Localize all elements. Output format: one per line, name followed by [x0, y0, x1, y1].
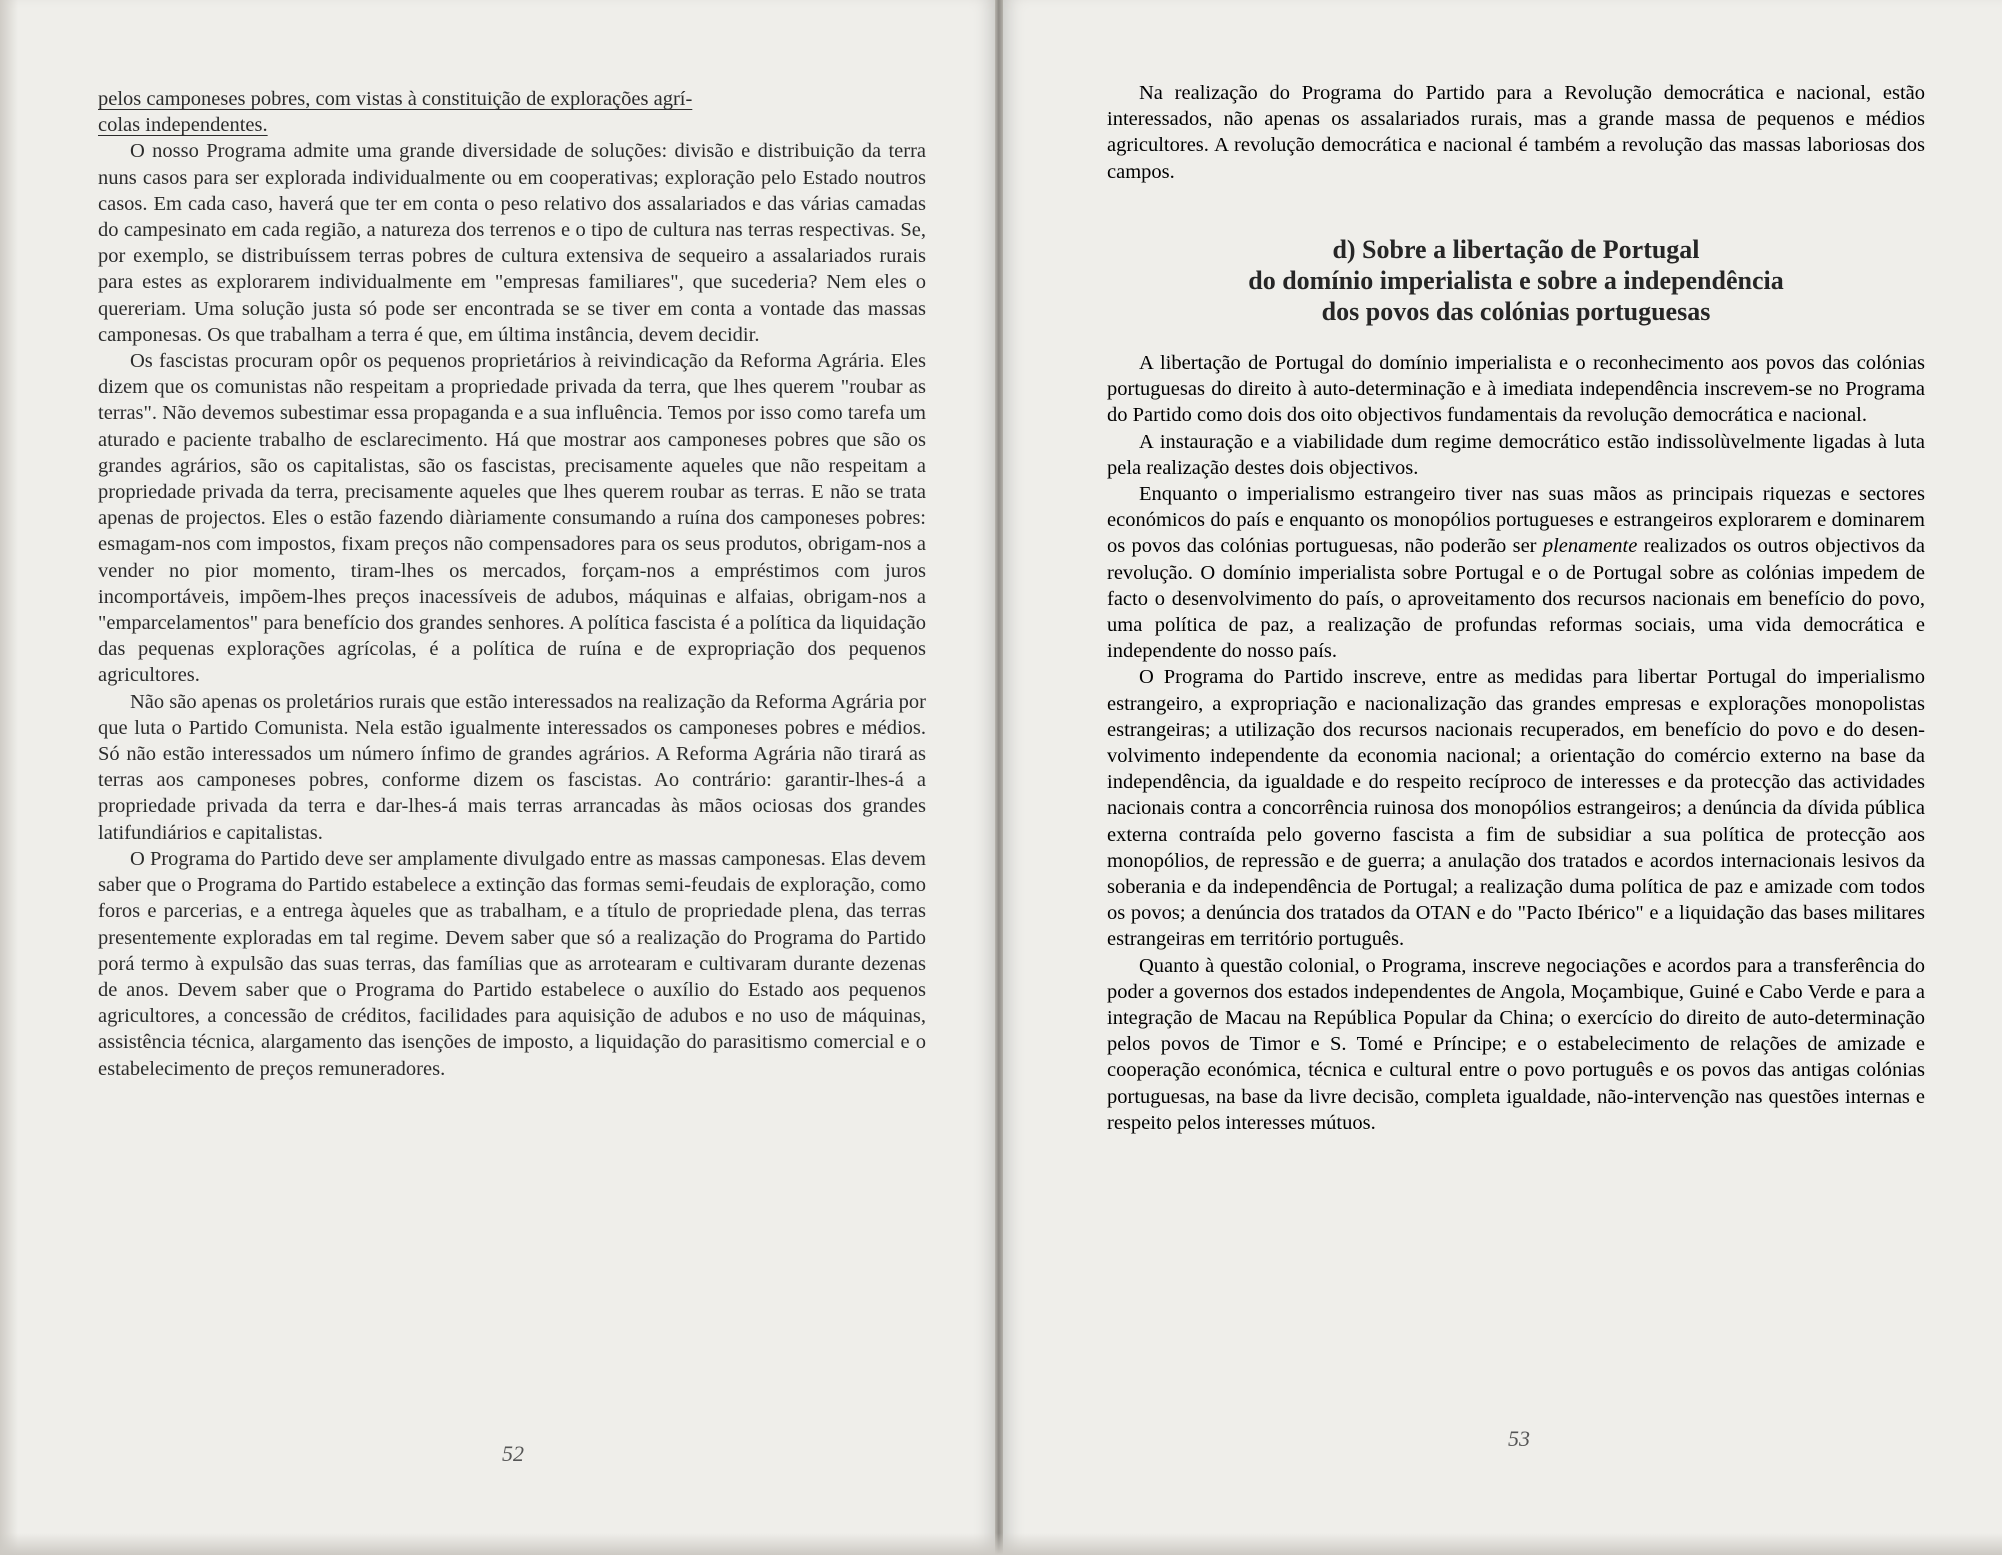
page-bottom-edge	[0, 1533, 2002, 1555]
page-number-left: 52	[502, 1441, 524, 1466]
continued-line-end: colas independentes.	[98, 114, 268, 137]
continued-line: pelos camponeses pobres, com vistas à constituição de explorações agrí-	[98, 88, 693, 110]
paragraph: A instauração e a viabilidade dum regime democrático estão indissolùvelmente ligadas à luta pela realização destes dois objectivos.	[1107, 430, 1925, 479]
page-number-right: 53	[1508, 1426, 1530, 1451]
section-heading	[1107, 234, 1925, 327]
page-edge-shadow	[0, 0, 18, 1555]
paragraph: O Programa do Partido inscreve, entre as medidas para libertar Portugal do imperialismo estrangeiro, a expropriação e nacionalização das grandes empresas e explorações monopolistas estrangeiras; a utilização dos recursos nacionais recuperados, em benefício do povo e do desenvolvimento independente da economia nacional; a orientação do comércio externo na base da independência, da igualdade e do respeito recíproco de interesses e da protecção das actividades nacionais contra a concorrência ruinosa dos monopólios estrangeiros; a denúncia da dívida pública externa contraída pelo governo fascista a fim de subsidiar a sua política de protecção aos monopólios, de repressão e de guerra; a anulação dos tratados e acordos internacionais lesivos da soberania e da independência de Portugal; a realização duma política de paz e amizade com todos os povos; a denúncia dos tratados da OTAN e do "Pacto Ibérico" e a liquidação das bases militares estrangeiras em território português.	[1107, 666, 1925, 951]
paragraph-part: realizados os outros objectivos da revolução. O domínio imperialista sobre Portugal e o de Portugal sobre as colónias impedem de facto o desenvolvimento do país, o aproveitamento dos recursos nacionais em benefício do povo, uma política de paz, a realização de profundas reformas sociais, uma vida democrática e independente do nosso país.	[1107, 535, 1925, 663]
paragraph	[1107, 481, 1925, 664]
paragraph: Na realização do Programa do Partido para a Revolução democrática e nacional, estão interessados, não apenas os assalariados rurais, mas a grande massa de pequenos e médios agricultores. A revolução democrática e nacional é também a revolução das massas laboriosas dos campos.	[1107, 82, 1925, 183]
book-gutter	[995, 0, 1003, 1555]
paragraph: A libertação de Portugal do domínio imperialista e o reconhecimento aos povos das colónias portuguesas do direito à auto-determinação e à imediata independência inscrevem-se no Programa do Partido como dois dos oito objectivos fundamentais da revolução democrática e nacional.	[1107, 352, 1925, 427]
right-intro-text	[1107, 80, 1925, 185]
left-page-text	[98, 86, 926, 1082]
right-page-text	[1107, 350, 1925, 1136]
emphasis: plenamente	[1542, 535, 1638, 558]
paragraph-part: Enquanto o imperialismo estrangeiro tiver nas suas mãos as principais riquezas e sectores económicos do país e enquanto os monopólios portugueses e estrangeiros explorarem e dominarem os povos das colónias portuguesas, não poderão ser	[1107, 483, 1925, 558]
heading-line-2: do domínio imperialista e sobre a independência	[1248, 266, 1784, 295]
heading-line-3: dos povos das colónias portuguesas	[1321, 297, 1711, 326]
left-page	[0, 0, 995, 1555]
paragraph: Não são apenas os proletários rurais que estão interessados na realização da Reforma Agrária por que luta o Partido Comunista. Nela estão igualmente interessados os camponeses pobres e médios. Só não estão interessados um número ínfimo de grandes agrários. A Reforma Agrária não tirará as terras aos camponeses pobres, conforme dizem os fascistas. Ao contrário: garantir-lhes-á a propriedade privada da terra e dar-lhes-á mais terras arrancadas às mãos ociosas dos grandes latifundiários e capitalistas.	[98, 690, 926, 844]
paragraph: Quanto à questão colonial, o Programa, inscreve negociações e acordos para a transferência do poder a governos dos estados independentes de Angola, Moçambique, Guiné e Cabo Verde e para a integração de Macau na República Popular da China; o exercício do direito de auto-determinação pelos povos de Timor e S. Tomé e Príncipe; e o estabelecimento de relações de amizade e cooperação económica, técnica e cultural entre o povo português e os povos das antigas colónias portuguesas, na base da livre decisão, completa igualdade, não-intervenção nas questões internas e respeito pelos interesses mútuos.	[1107, 954, 1925, 1134]
heading-line-1: d) Sobre a libertação de Portugal	[1332, 235, 1700, 264]
paragraph: O Programa do Partido deve ser amplamente divulgado entre as massas camponesas. Elas devem saber que o Programa do Partido estabelece a extinção das formas semi-feudais de exploração, como foros e parcerias, e a entrega àqueles que as trabalham, e a título de propriedade plena, das terras presentemente exploradas em tal regime. Devem saber que só a realização do Programa do Partido porá termo à expulsão das suas terras, das famílias que as arrotearam e cultivaram durante dezenas de anos. Devem saber que o Programa do Partido estabelece o auxílio do Estado aos pequenos agricultores, a concessão de créditos, facilidades para aquisição de adubos e no uso de máquinas, assistência técnica, alargamento das isenções de imposto, a liquidação do parasitismo comercial e o estabelecimento de preços remuneradores.	[98, 847, 926, 1080]
paragraph: O nosso Programa admite uma grande diversidade de soluções: divisão e distribuição da terra nuns casos para ser explorada individualmente ou em cooperativas; exploração pelo Estado noutros casos. Em cada caso, haverá que ter em conta o peso relativo dos assalariados e das várias camadas do campesinato em cada região, a natureza dos terrenos e o tipo de cultura nas terras respectivas. Se, por exemplo, se distribuíssem terras pobres de cultura extensiva de sequeiro a assalariados rurais para estes as explorarem individualmente em "empresas familiares", que sucederia? Nem eles o quereriam. Uma solução justa só pode ser encontrada se se tiver em conta a vontade das massas camponesas. Os que trabalham a terra é que, em última instância, devem decidir.	[98, 140, 926, 346]
paragraph: Os fascistas procuram opôr os pequenos proprietários à reivindicação da Reforma Agrária. Eles dizem que os comunistas não respeitam a propriedade privada da terra, que lhes querem "roubar as terras". Não devemos subestimar essa propaganda e a sua influência. Temos por isso como tarefa um aturado e paciente trabalho de esclarecimento. Há que mostrar aos camponeses pobres que são os grandes agrários, são os capitalistas, são os fascistas, precisamente aqueles que não respeitam a propriedade privada da terra, precisamente aqueles que lhes querem roubar as terras. E não se trata apenas de projectos. Eles o estão fazendo diàriamente consumando a ruína dos camponeses pobres: esmagam-nos com impostos, fixam preços não compensadores para os seus produtos, obrigam-nos a vender no pior momento, tiram-lhes os mercados, forçam-nos a empréstimos com juros incomportáveis, impõem-lhes preços inacessíveis de adubos, máquinas e alfaias, obrigam-nos a "emparcelamentos" para benefício dos grandes senhores. A política fascista é a política da liquidação das pequenas explorações agrícolas, é a política de ruína e de expropriação dos pequenos agricultores.	[98, 350, 926, 687]
